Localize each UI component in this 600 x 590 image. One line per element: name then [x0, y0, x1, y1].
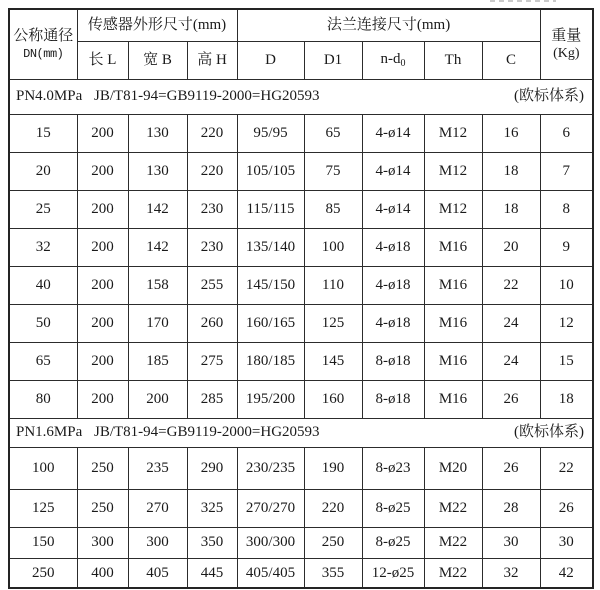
cell-height: 445 [187, 558, 237, 588]
cell-d1: 145 [304, 342, 362, 380]
cell-d: 160/165 [237, 304, 304, 342]
cell-weight: 30 [540, 527, 593, 558]
cell-height: 230 [187, 228, 237, 266]
cell-c: 16 [482, 114, 540, 152]
cell-c: 26 [482, 447, 540, 489]
cell-height: 260 [187, 304, 237, 342]
cell-weight: 10 [540, 266, 593, 304]
cell-weight: 18 [540, 380, 593, 418]
table-row [9, 114, 593, 152]
section-header-cell [9, 79, 593, 114]
cell-d: 105/105 [237, 152, 304, 190]
cell-nd0: 4-ø18 [362, 304, 424, 342]
cell-th: M12 [424, 152, 482, 190]
cell-dn: 100 [9, 447, 77, 489]
cell-c: 30 [482, 527, 540, 558]
cell-d1: 190 [304, 447, 362, 489]
cell-d: 230/235 [237, 447, 304, 489]
header-row-subcolumns [9, 41, 593, 79]
cell-nd0: 4-ø14 [362, 152, 424, 190]
cell-nd0: 8-ø25 [362, 527, 424, 558]
cell-nd0: 8-ø18 [362, 342, 424, 380]
table-row [9, 447, 593, 489]
cell-length: 200 [77, 380, 128, 418]
header-n-d0-subscript: 0 [400, 57, 406, 69]
cell-length: 300 [77, 527, 128, 558]
cell-dn: 80 [9, 380, 77, 418]
cell-d: 195/200 [237, 380, 304, 418]
cell-nd0: 4-ø18 [362, 266, 424, 304]
cell-c: 24 [482, 304, 540, 342]
cell-dn: 32 [9, 228, 77, 266]
cell-width: 235 [128, 447, 187, 489]
cell-length: 200 [77, 304, 128, 342]
section-pressure-label: PN1.6MPa [16, 424, 83, 441]
cell-weight: 6 [540, 114, 593, 152]
cell-height: 350 [187, 527, 237, 558]
cell-length: 200 [77, 190, 128, 228]
header-width: 宽 B [128, 41, 187, 79]
cell-c: 26 [482, 380, 540, 418]
cell-d1: 75 [304, 152, 362, 190]
cell-nd0: 8-ø25 [362, 489, 424, 527]
cell-height: 220 [187, 152, 237, 190]
cell-length: 200 [77, 114, 128, 152]
cell-d: 270/270 [237, 489, 304, 527]
table-row [9, 558, 593, 588]
cell-weight: 9 [540, 228, 593, 266]
cell-d: 145/150 [237, 266, 304, 304]
cell-weight: 42 [540, 558, 593, 588]
cell-dn: 150 [9, 527, 77, 558]
cell-dn: 125 [9, 489, 77, 527]
cell-dn: 40 [9, 266, 77, 304]
table-row [9, 266, 593, 304]
cell-th: M22 [424, 489, 482, 527]
cell-height: 325 [187, 489, 237, 527]
section-note-label: (欧标体系) [514, 424, 585, 441]
cell-nd0: 4-ø14 [362, 114, 424, 152]
cell-weight: 7 [540, 152, 593, 190]
cell-nd0: 12-ø25 [362, 558, 424, 588]
cell-width: 405 [128, 558, 187, 588]
cell-th: M20 [424, 447, 482, 489]
cell-weight: 8 [540, 190, 593, 228]
cell-height: 285 [187, 380, 237, 418]
cell-length: 200 [77, 342, 128, 380]
cell-nd0: 8-ø18 [362, 380, 424, 418]
header-sensor-dimensions-group: 传感器外形尺寸(mm) [77, 9, 237, 41]
header-flange-dimensions-group: 法兰连接尺寸(mm) [237, 9, 540, 41]
table-row [9, 304, 593, 342]
cell-d1: 160 [304, 380, 362, 418]
cell-th: M22 [424, 527, 482, 558]
header-weight-title: 重量 [551, 27, 582, 44]
header-d: D [237, 41, 304, 79]
cell-width: 142 [128, 190, 187, 228]
header-nominal-diameter [9, 9, 77, 79]
header-height: 高 H [187, 41, 237, 79]
cell-dn: 65 [9, 342, 77, 380]
cell-weight: 26 [540, 489, 593, 527]
cell-d1: 125 [304, 304, 362, 342]
cell-nd0: 8-ø23 [362, 447, 424, 489]
cell-length: 200 [77, 152, 128, 190]
cell-height: 255 [187, 266, 237, 304]
cell-width: 185 [128, 342, 187, 380]
cell-d1: 110 [304, 266, 362, 304]
header-th: Th [424, 41, 482, 79]
cell-th: M16 [424, 342, 482, 380]
section-pressure-label: PN4.0MPa [16, 88, 83, 105]
cell-d1: 355 [304, 558, 362, 588]
section-note-label: (欧标体系) [514, 88, 585, 105]
cell-nd0: 4-ø18 [362, 228, 424, 266]
cell-dn: 50 [9, 304, 77, 342]
cell-width: 200 [128, 380, 187, 418]
header-n-d0 [362, 41, 424, 79]
cell-weight: 12 [540, 304, 593, 342]
header-weight [540, 9, 593, 79]
cell-weight: 15 [540, 342, 593, 380]
cell-d1: 65 [304, 114, 362, 152]
cell-th: M16 [424, 380, 482, 418]
cell-length: 200 [77, 266, 128, 304]
table-row [9, 342, 593, 380]
section-standard-label: JB/T81-94=GB9119-2000=HG20593 [94, 424, 320, 441]
cell-d1: 85 [304, 190, 362, 228]
header-n-d0-main: n-d [380, 50, 401, 67]
cell-height: 275 [187, 342, 237, 380]
cell-d: 180/185 [237, 342, 304, 380]
cell-c: 24 [482, 342, 540, 380]
header-length: 长 L [77, 41, 128, 79]
header-c: C [482, 41, 540, 79]
cell-length: 250 [77, 447, 128, 489]
header-d1: D1 [304, 41, 362, 79]
table-row [9, 152, 593, 190]
section-header-row [9, 418, 593, 447]
cell-d: 300/300 [237, 527, 304, 558]
cell-th: M12 [424, 114, 482, 152]
cell-c: 20 [482, 228, 540, 266]
table-row [9, 380, 593, 418]
cell-c: 18 [482, 152, 540, 190]
cell-c: 18 [482, 190, 540, 228]
cropped-text-artifact [490, 0, 556, 2]
cell-d1: 100 [304, 228, 362, 266]
cell-length: 400 [77, 558, 128, 588]
cell-c: 32 [482, 558, 540, 588]
cell-d: 115/115 [237, 190, 304, 228]
cell-d1: 250 [304, 527, 362, 558]
cell-height: 220 [187, 114, 237, 152]
cell-dn: 250 [9, 558, 77, 588]
header-nominal-diameter-unit: DN(mm) [23, 47, 64, 62]
cell-th: M12 [424, 190, 482, 228]
cell-nd0: 4-ø14 [362, 190, 424, 228]
cell-length: 250 [77, 489, 128, 527]
section-header-cell [9, 418, 593, 447]
table-row [9, 190, 593, 228]
cell-dn: 20 [9, 152, 77, 190]
cell-width: 130 [128, 152, 187, 190]
table-row [9, 228, 593, 266]
section-standard-label: JB/T81-94=GB9119-2000=HG20593 [94, 88, 320, 105]
cell-width: 170 [128, 304, 187, 342]
cell-width: 158 [128, 266, 187, 304]
cell-length: 200 [77, 228, 128, 266]
cell-th: M16 [424, 228, 482, 266]
cell-dn: 25 [9, 190, 77, 228]
cell-d1: 220 [304, 489, 362, 527]
header-row-groups [9, 9, 593, 41]
cell-height: 230 [187, 190, 237, 228]
table-body [9, 79, 593, 588]
cell-width: 142 [128, 228, 187, 266]
cell-weight: 22 [540, 447, 593, 489]
cell-c: 22 [482, 266, 540, 304]
section-header-row [9, 79, 593, 114]
dimension-spec-table [8, 8, 594, 589]
cell-th: M16 [424, 266, 482, 304]
cell-c: 28 [482, 489, 540, 527]
cell-d: 405/405 [237, 558, 304, 588]
cell-d: 135/140 [237, 228, 304, 266]
table-row [9, 527, 593, 558]
cell-width: 300 [128, 527, 187, 558]
cell-width: 130 [128, 114, 187, 152]
cell-d: 95/95 [237, 114, 304, 152]
cell-th: M16 [424, 304, 482, 342]
cell-width: 270 [128, 489, 187, 527]
header-weight-unit: (Kg) [553, 45, 580, 61]
cell-height: 290 [187, 447, 237, 489]
table-row [9, 489, 593, 527]
header-nominal-diameter-title: 公称通径 [13, 27, 74, 44]
cell-dn: 15 [9, 114, 77, 152]
cell-th: M22 [424, 558, 482, 588]
